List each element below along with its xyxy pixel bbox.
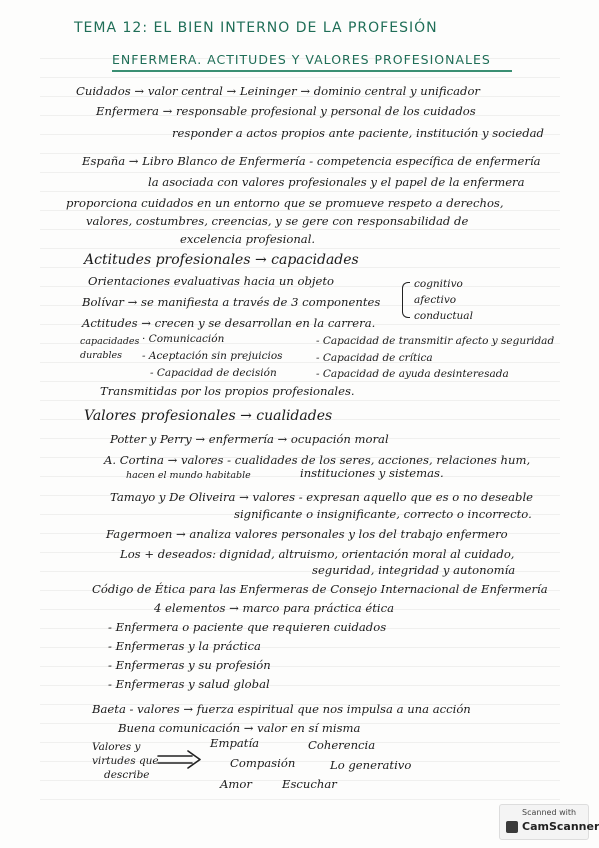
note-line: Código de Ética para las Enfermeras de Consejo Internacional de Enfermería	[92, 582, 548, 596]
capacity-item: - Capacidad de ayuda desinteresada	[316, 368, 509, 380]
note-line: España → Libro Blanco de Enfermería - competencia específica de enfermería	[82, 154, 541, 168]
capacidades-label: capacidades	[80, 336, 140, 347]
capacity-item: - Capacidad de crítica	[316, 352, 433, 364]
note-line: Baeta - valores → fuerza espiritual que nos impulsa a una acción	[92, 702, 471, 716]
virtue-word: Compasión	[230, 756, 296, 770]
page-title: TEMA 12: EL BIEN INTERNO DE LA PROFESIÓN	[74, 20, 438, 36]
note-line: Tamayo y De Oliveira → valores - expresan aquello que es o no deseable	[110, 490, 534, 504]
camscanner-logo-icon	[506, 821, 518, 833]
note-line: Orientaciones evaluativas hacia un objeto	[88, 274, 334, 288]
badge-brand: CamScanner	[522, 820, 599, 833]
virtue-word: Amor	[220, 777, 252, 791]
note-line: Cuidados → valor central → Leininger → dominio central y unificador	[76, 84, 480, 98]
note-line: proporciona cuidados en un entorno que se promueve respeto a derechos,	[66, 196, 504, 210]
note-line: Enfermera → responsable profesional y personal de los cuidados	[96, 104, 476, 118]
section-heading-actitudes: Actitudes profesionales → capacidades	[84, 252, 359, 268]
note-line: Potter y Perry → enfermería → ocupación moral	[110, 432, 389, 446]
note-line: significante o insignificante, correcto o incorrecto.	[234, 507, 532, 521]
double-arrow-icon	[156, 748, 204, 772]
note-line: A. Cortina → valores - cualidades de los seres, acciones, relaciones hum,	[104, 453, 531, 467]
note-line: Buena comunicación → valor en sí misma	[118, 721, 361, 735]
virtue-word: Coherencia	[308, 738, 376, 752]
note-line: Los + deseados: dignidad, altruismo, orientación moral al cuidado,	[120, 547, 515, 561]
list-item: - Enfermeras y su profesión	[108, 658, 271, 672]
note-line: excelencia profesional.	[180, 232, 316, 246]
note-line: instituciones y sistemas.	[300, 466, 444, 480]
camscanner-badge	[499, 804, 599, 840]
components-brace	[402, 282, 410, 318]
capacity-item: - Capacidad de decisión	[150, 367, 277, 379]
list-item: - Enfermeras y la práctica	[108, 639, 261, 653]
capacity-item: · Comunicación	[142, 333, 225, 345]
note-line: Actitudes → crecen y se desarrollan en la carrera.	[82, 316, 376, 330]
virtue-word: Lo generativo	[330, 758, 412, 772]
capacity-item: - Aceptación sin prejuicios	[142, 350, 283, 362]
list-item: - Enfermeras y salud global	[108, 677, 270, 691]
subtitle-underline	[112, 70, 512, 72]
virtue-word: Empatía	[210, 736, 260, 750]
note-line: valores, costumbres, creencias, y se gere con responsabilidad de	[86, 214, 469, 228]
virtues-label: describe	[104, 769, 150, 781]
section-heading-valores: Valores profesionales → cualidades	[84, 408, 333, 424]
note-line: hacen el mundo habitable	[126, 470, 251, 481]
note-line: seguridad, integridad y autonomía	[312, 563, 516, 577]
component-item: conductual	[414, 310, 473, 322]
note-line: Fagermoen → analiza valores personales y los del trabajo enfermero	[106, 527, 508, 541]
component-item: cognitivo	[414, 278, 463, 290]
page-subtitle: ENFERMERA. ACTITUDES Y VALORES PROFESIONALES	[112, 52, 491, 67]
capacity-item: - Capacidad de transmitir afecto y seguridad	[316, 335, 555, 347]
note-line: la asociada con valores profesionales y el papel de la enfermera	[148, 175, 525, 189]
list-item: - Enfermera o paciente que requieren cuidados	[108, 620, 387, 634]
note-line: responder a actos propios ante paciente, institución y sociedad	[172, 126, 544, 140]
virtue-word: Escuchar	[282, 777, 337, 791]
virtues-label: virtudes que	[92, 755, 159, 767]
component-item: afectivo	[414, 294, 457, 306]
note-line: Transmitidas por los propios profesionales.	[100, 384, 355, 398]
capacidades-label: durables	[80, 350, 123, 361]
virtues-label: Valores y	[92, 741, 141, 753]
note-line: Bolívar → se manifiesta a través de 3 componentes	[82, 295, 381, 309]
badge-caption: Scanned with	[522, 808, 577, 817]
note-line: 4 elementos → marco para práctica ética	[154, 601, 395, 615]
